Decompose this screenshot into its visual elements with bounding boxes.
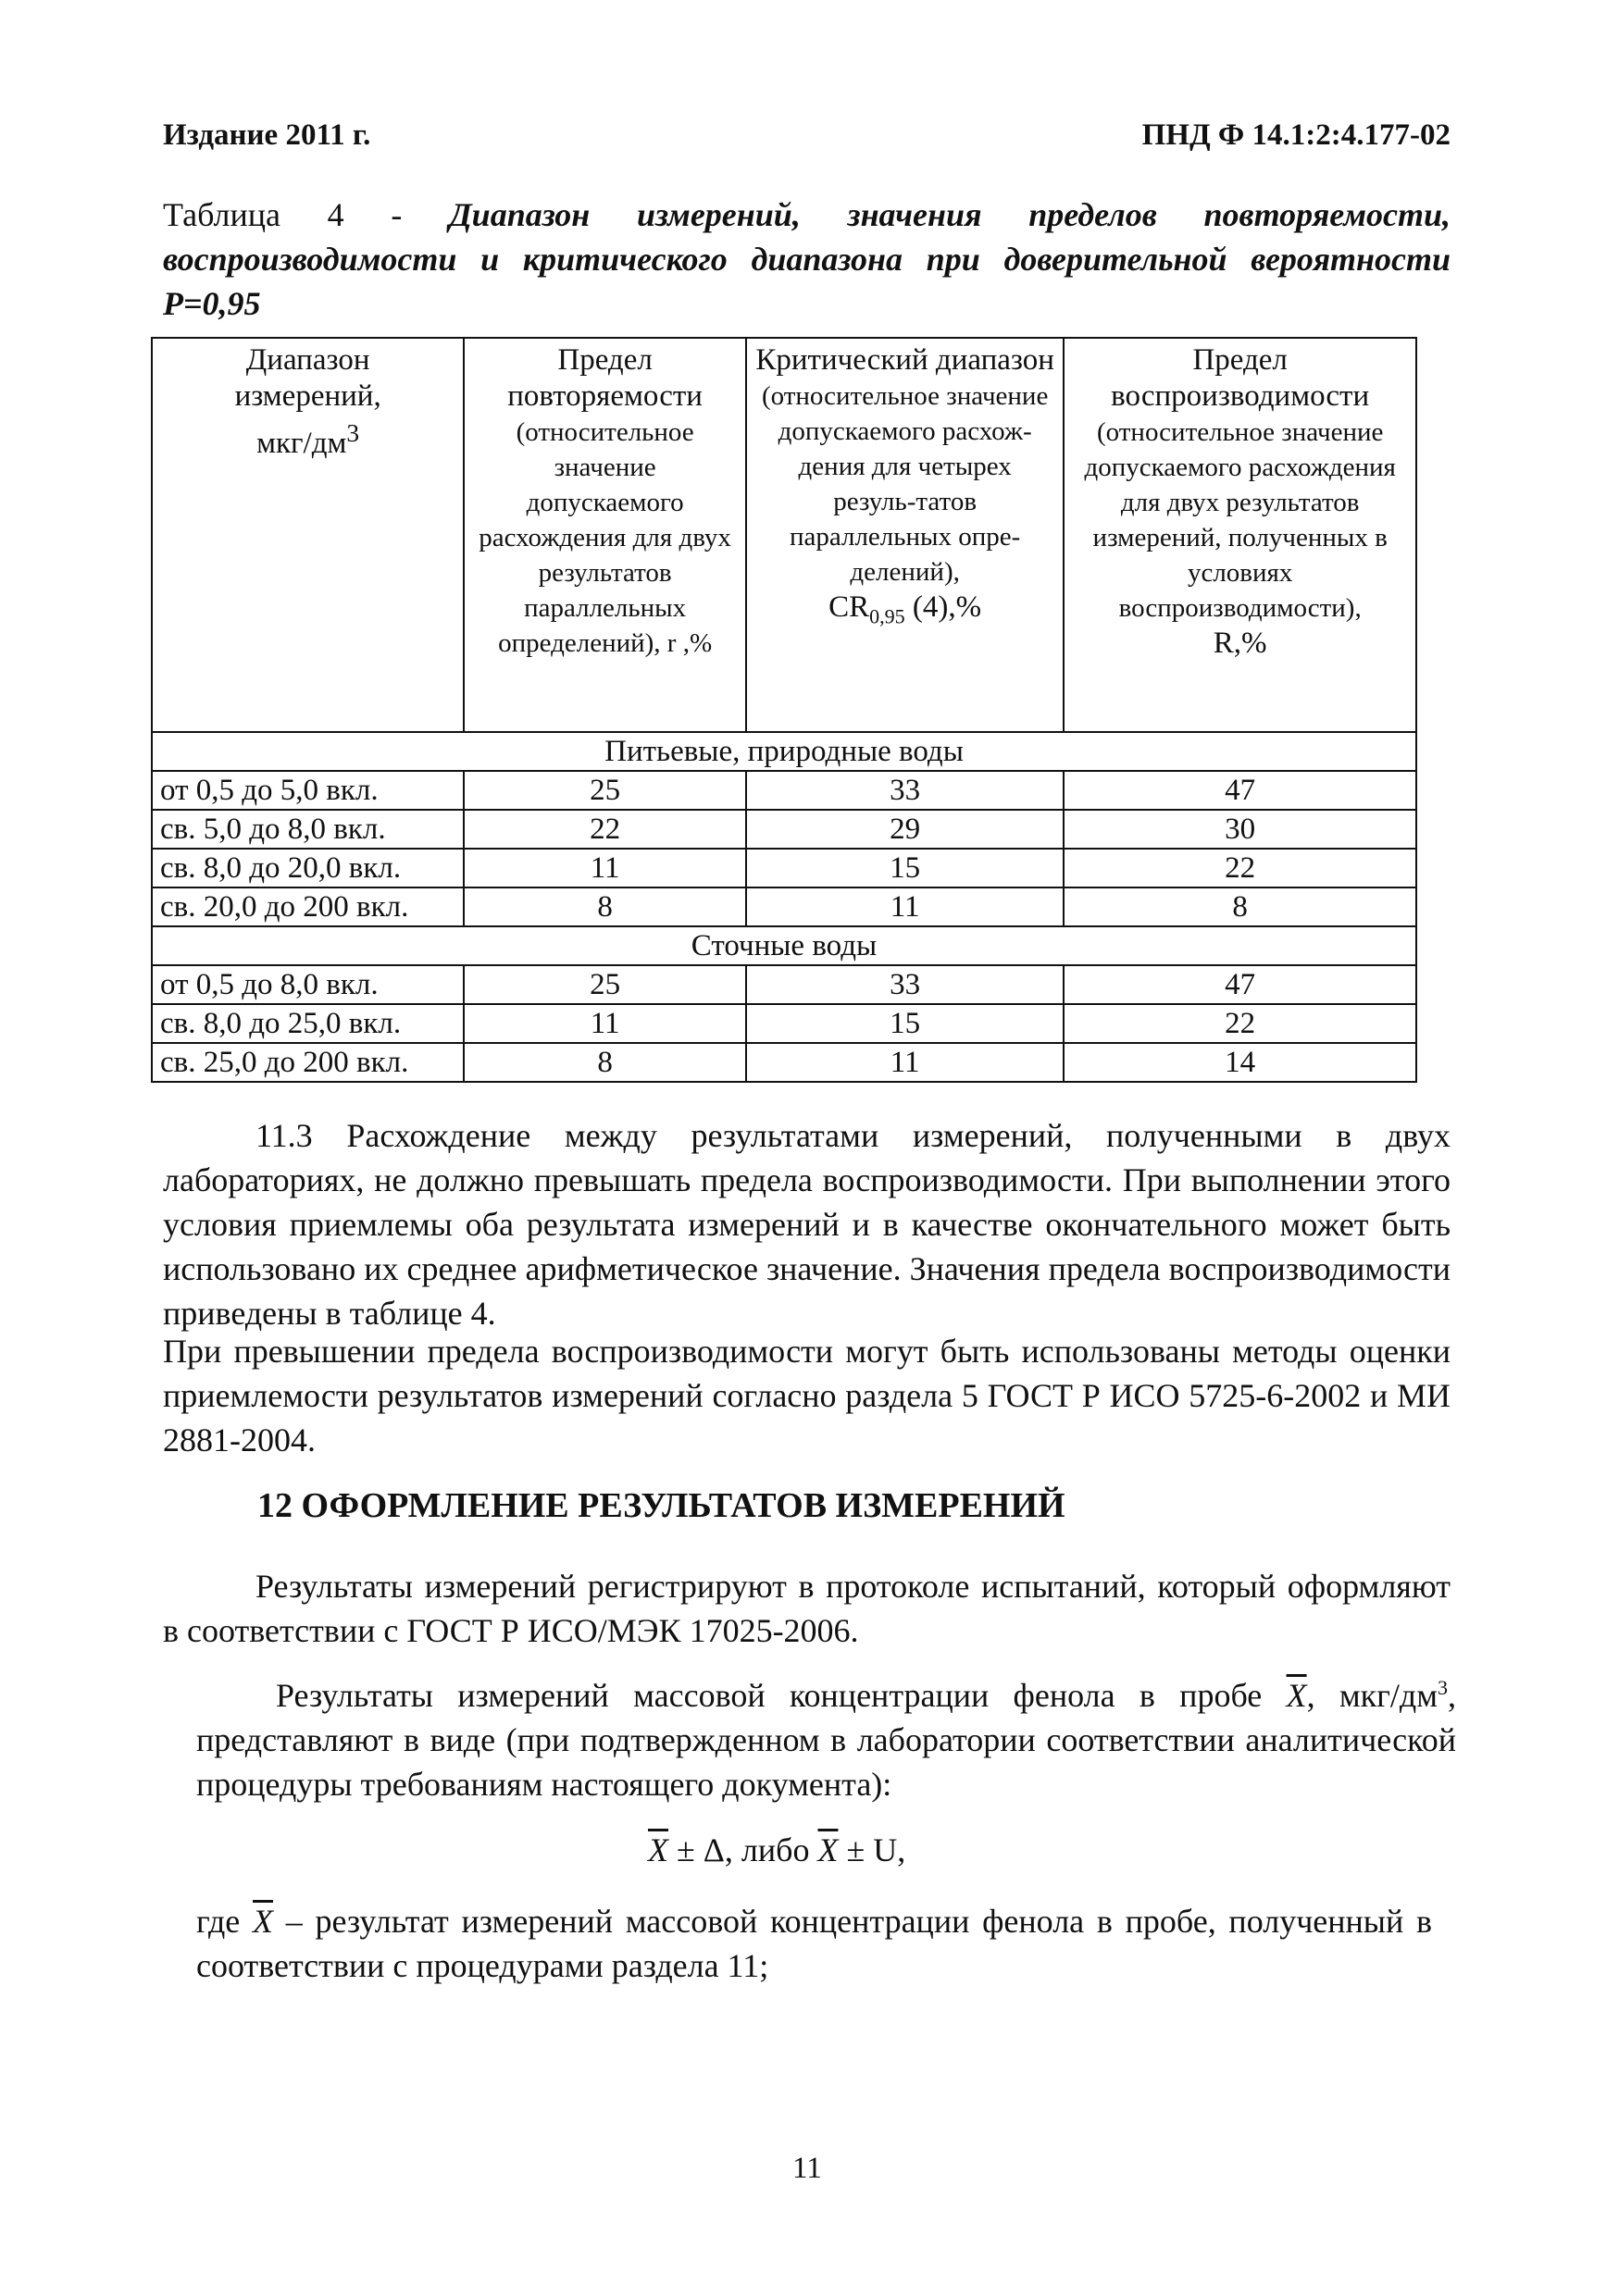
table-row: от 0,5 до 8,0 вкл. 25 33 47 xyxy=(152,965,1416,1004)
header-reproducibility: Предел воспроизводимости (относительное значение допускаемого расхождения для двух результатов измерений, полученных в условиях воспроизводимости), R,% xyxy=(1064,338,1416,732)
table-caption xyxy=(163,192,1451,326)
header-critical-range: Критический диапазон (относительное значение допускаемого расхож-дения для четырех резуль-татов параллельных опре-делений), $CR_{0,95}$ (4),% xyxy=(746,338,1064,732)
table-row: св. 25,0 до 200 вкл. 8 11 14 xyxy=(152,1043,1416,1082)
paragraph-12-3: где $\overline{X}$ – результат измерений массовой концентрации фенола в пробе, полученный в соответствии с процедурами раздела 11; xyxy=(196,1903,1432,1984)
paragraph-11-3: 11.3 Расхождение между результатами измерений, полученными в двух лабораториях, не должно превышать предела воспроизводимости. При выполнении этого условия приемлемы оба результата измерений и в качестве окончательного может быть использовано их среднее арифметическое значение. Значения предела воспроизводимости приведены в таблице 4. xyxy=(163,1117,1451,1332)
table-caption-prefix: Таблица 4 - xyxy=(163,196,450,233)
section-12-heading: 12 ОФОРМЛЕНИЕ РЕЗУЛЬТАТОВ ИЗМЕРЕНИЙ xyxy=(257,1486,1065,1525)
table-row: св. 20,0 до 200 вкл. 8 11 8 xyxy=(152,887,1416,926)
result-formula: $\overline{X} \pm \Delta$, либо $\overline{X} \pm U$, xyxy=(648,1831,906,1868)
table-header-row xyxy=(152,338,1416,732)
table-row: св. 5,0 до 8,0 вкл. 22 29 30 xyxy=(152,810,1416,849)
table-row: св. 8,0 до 20,0 вкл. 11 15 22 xyxy=(152,849,1416,887)
paragraph-12-1: Результаты измерений регистрируют в протоколе испытаний, который оформляют в соответствии с ГОСТ Р ИСО/МЭК 17025-2006. xyxy=(163,1568,1451,1649)
paragraph-11-3-continued: При превышении предела воспроизводимости могут быть использованы методы оценки приемлемости результатов измерений согласно раздела 5 ГОСТ Р ИСО 5725-6-2002 и МИ 2881-2004. xyxy=(163,1333,1451,1458)
document-code: ПНД Ф 14.1:2:4.177-02 xyxy=(1141,118,1451,152)
header-range: Диапазон измерений, мкг/$дм^3$ xyxy=(152,338,464,732)
edition-label: Издание 2011 г. xyxy=(163,118,371,152)
table-row: св. 8,0 до 25,0 вкл. 11 15 22 xyxy=(152,1004,1416,1043)
paragraph-12-2: Результаты измерений массовой концентрации фенола в пробе $\overline{X}$, мкг/$дм^3$, представляют в виде (при подтвержденном в лаборатории соответствии аналитической процедуры требованиям настоящего документа): xyxy=(196,1676,1456,1803)
section-row: Сточные воды xyxy=(152,926,1416,965)
results-table xyxy=(151,337,1417,1083)
page-number: 11 xyxy=(792,2152,822,2185)
header-repeatability: Предел повторяемости (относительное значение допускаемого расхождения для двух результатов параллельных определений), r ,% xyxy=(464,338,746,732)
section-row: Питьевые, природные воды xyxy=(152,732,1416,771)
table-caption-title: Диапазон измерений, значения пределов повторяемости, воспроизводимости и критического диапазона при доверительной вероятности Р=0,95 xyxy=(163,196,1451,322)
table-row: от 0,5 до 5,0 вкл. 25 33 47 xyxy=(152,771,1416,810)
